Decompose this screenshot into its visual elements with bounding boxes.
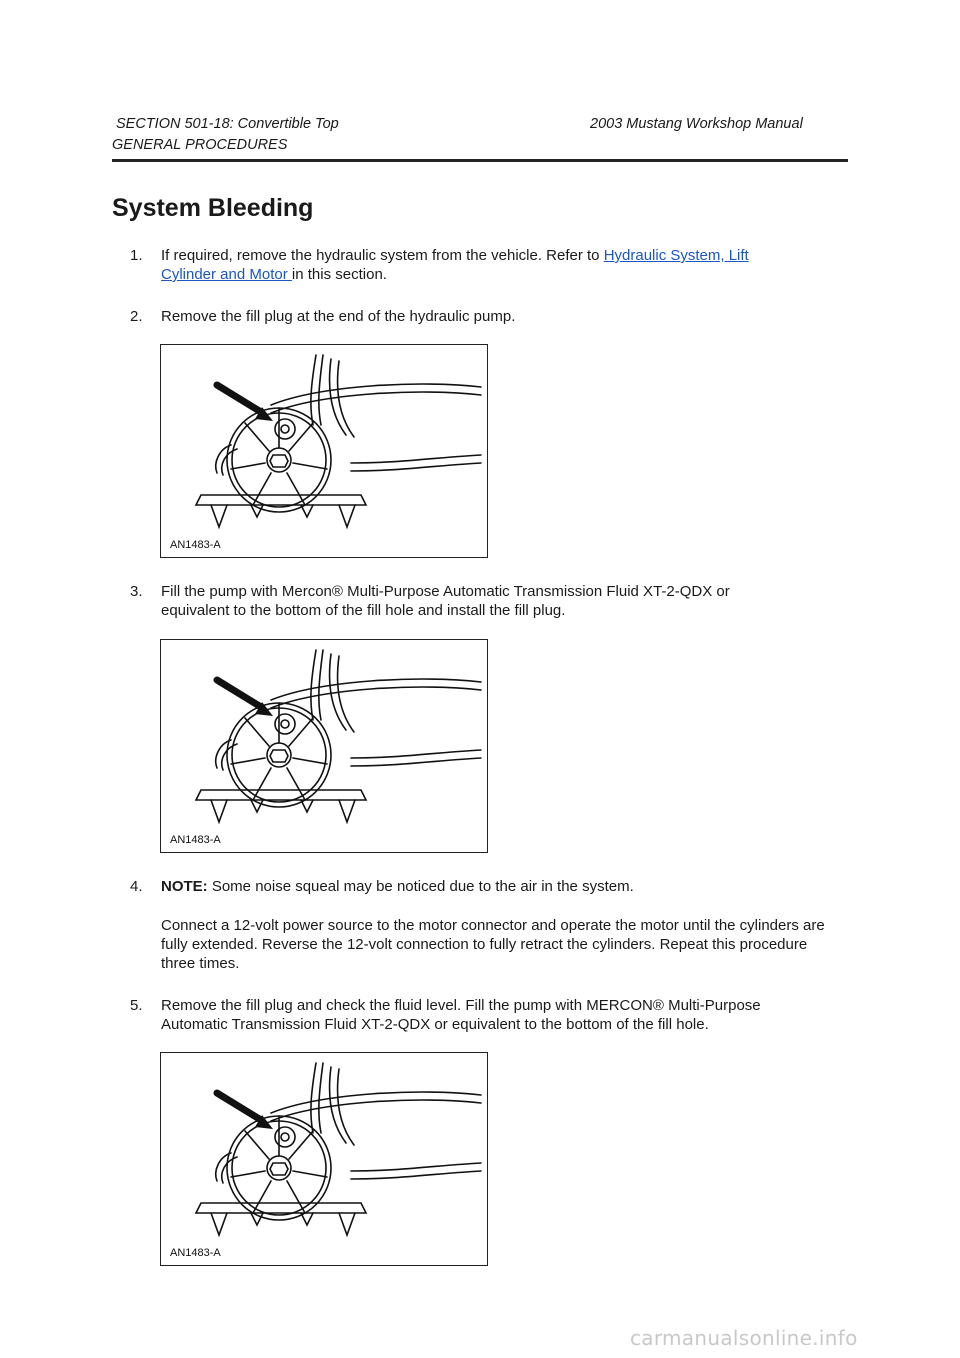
procedure-category: GENERAL PROCEDURES [112,137,288,153]
step-text: Remove the fill plug at the end of the hydraulic pump. [161,308,516,325]
page-title: System Bleeding [112,194,314,222]
step-number: 3. [130,583,143,600]
figure-label: AN1483-A [170,834,221,846]
hydraulic-pump-drawing [161,345,487,557]
hydraulic-pump-drawing [161,1053,487,1265]
manual-title: 2003 Mustang Workshop Manual [590,116,803,132]
pump-illustration [160,1052,488,1266]
pump-illustration [160,344,488,558]
step-text: Remove the fill plug and check the fluid level. Fill the pump with MERCON® Multi-Purpose Automatic Transmission Fluid XT-2-QDX or equivalent to the bottom of the fill hole. [161,997,761,1033]
note-text: Some noise squeal may be noticed due to the air in the system. [207,878,634,895]
figure-label: AN1483-A [170,539,221,551]
pump-illustration [160,639,488,853]
note-label: NOTE: [161,878,208,895]
step-number: 5. [130,997,143,1014]
step-text: Fill the pump with Mercon® Multi-Purpose Automatic Transmission Fluid XT-2-QDX or equivalent to the bottom of the fill hole and install the fill plug. [161,583,730,619]
hydraulic-pump-drawing [161,640,487,852]
hydraulic-system-link[interactable]: Hydraulic System, Lift Cylinder and Motor [161,247,749,283]
figure-label: AN1483-A [170,1247,221,1259]
section-title: SECTION 501-18: Convertible Top [116,116,339,132]
step-number: 1. [130,247,143,264]
header-divider [112,159,848,162]
step-text: Connect a 12-volt power source to the motor connector and operate the motor until the cylinders are fully extended. Reverse the 12-volt connection to fully retract the cylinders. Repeat this procedure three times. [161,917,825,972]
note [161,877,841,896]
step-number: 4. [130,878,143,895]
step-text: If required, remove the hydraulic system from the vehicle. Refer to Hydraulic System, Lift Cylinder and Motor in this section. [161,247,749,283]
step-number: 2. [130,308,143,325]
watermark: carmanualsonline.info [630,1326,858,1350]
